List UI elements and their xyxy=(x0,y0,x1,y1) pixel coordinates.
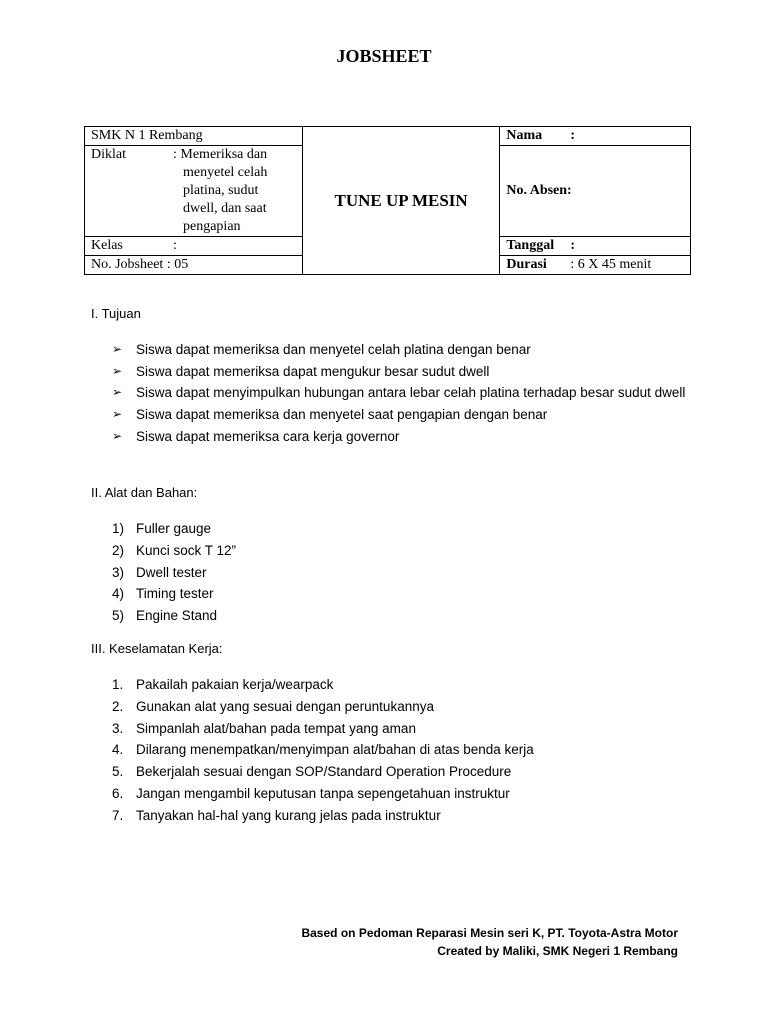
alat-list xyxy=(112,518,236,627)
kelas-label: Kelas xyxy=(91,238,123,253)
nama-value: : xyxy=(570,128,576,143)
durasi-value: : 6 X 45 menit xyxy=(570,257,652,272)
item-number: 2) xyxy=(112,542,125,558)
list-item: ➢ Siswa dapat memeriksa cara kerja governor xyxy=(112,426,696,448)
diklat-cell xyxy=(85,146,303,237)
item-number: 2. xyxy=(112,698,124,714)
list-item xyxy=(112,805,534,827)
list-item xyxy=(112,583,236,605)
item-text: Dilarang menempatkan/menyimpan alat/bahan di atas benda kerja xyxy=(136,742,534,758)
list-item xyxy=(112,605,236,627)
diklat-line: menyetel celah xyxy=(183,165,268,180)
item-text: Engine Stand xyxy=(136,608,218,624)
item-text: Kunci sock T 12” xyxy=(136,542,237,558)
list-item: ➢ Siswa dapat memeriksa dapat mengukur besar sudut dwell xyxy=(112,361,696,383)
list-item xyxy=(112,674,534,696)
item-text: Tanyakan hal-hal yang kurang jelas pada instruktur xyxy=(136,807,441,823)
item-text: Simpanlah alat/bahan pada tempat yang aman xyxy=(136,720,416,736)
list-item xyxy=(112,562,236,584)
durasi-label: Durasi xyxy=(506,257,547,272)
diklat-line: pengapian xyxy=(183,219,241,234)
item-text: Gunakan alat yang sesuai dengan peruntukannya xyxy=(136,698,434,714)
item-number: 4. xyxy=(112,742,124,758)
header-table xyxy=(84,126,691,275)
item-number: 7. xyxy=(112,807,124,823)
absen-label: No. Absen: xyxy=(506,183,572,198)
item-text: Timing tester xyxy=(136,586,214,602)
item-text: Bekerjalah sesuai dengan SOP/Standard Operation Procedure xyxy=(136,764,512,780)
list-item xyxy=(112,718,534,740)
tujuan-heading: I. Tujuan xyxy=(91,306,141,321)
list-item: ➢ Siswa dapat memeriksa dan menyetel celah platina dengan benar xyxy=(112,339,696,361)
diklat-line: dwell, dan saat xyxy=(183,201,267,216)
item-text: Pakailah pakaian kerja/wearpack xyxy=(136,677,334,692)
document-title: JOBSHEET xyxy=(336,46,432,66)
tanggal-label: Tanggal xyxy=(506,238,555,253)
item-number: 1. xyxy=(112,677,124,692)
item-number: 5) xyxy=(112,608,125,624)
nama-label: Nama xyxy=(506,128,543,143)
item-number: 1) xyxy=(112,521,125,536)
keselamatan-list xyxy=(112,674,534,827)
diklat-value-first: : Memeriksa dan xyxy=(173,147,268,162)
item-number: 3) xyxy=(112,564,125,580)
durasi-cell xyxy=(500,256,691,275)
school-cell xyxy=(85,127,303,146)
alat-heading: II. Alat dan Bahan: xyxy=(91,485,198,500)
item-number: 6. xyxy=(112,785,124,801)
list-item xyxy=(112,761,534,783)
center-title-cell xyxy=(302,127,500,275)
item-text: Jangan mengambil keputusan tanpa sepengetahuan instruktur xyxy=(136,785,510,801)
tujuan-list xyxy=(112,339,696,448)
list-item xyxy=(112,739,534,761)
kelas-cell xyxy=(85,237,303,256)
school-name: SMK N 1 Rembang xyxy=(91,128,203,143)
center-title: TUNE UP MESIN xyxy=(334,190,468,210)
absen-cell xyxy=(500,146,691,237)
list-item: ➢ Siswa dapat menyimpulkan hubungan antara lebar celah platina terhadap besar sudut dwell xyxy=(112,382,696,404)
item-number: 5. xyxy=(112,764,124,780)
tanggal-cell xyxy=(500,237,691,256)
item-number: 4) xyxy=(112,586,125,602)
item-text: Fuller gauge xyxy=(136,521,212,536)
item-number: 3. xyxy=(112,720,124,736)
list-item xyxy=(112,696,534,718)
footer-author: Created by Maliki, SMK Negeri 1 Rembang xyxy=(437,944,678,958)
nama-cell xyxy=(500,127,691,146)
item-text: Dwell tester xyxy=(136,564,207,580)
diklat-line: platina, sudut xyxy=(183,183,259,198)
list-item: ➢ Siswa dapat memeriksa dan menyetel saat pengapian dengan benar xyxy=(112,404,696,426)
tanggal-value: : xyxy=(570,238,576,253)
list-item xyxy=(112,540,236,562)
footer-source: Based on Pedoman Reparasi Mesin seri K, PT. Toyota-Astra Motor xyxy=(301,926,678,940)
keselamatan-heading: III. Keselamatan Kerja: xyxy=(91,641,223,656)
list-item xyxy=(112,783,534,805)
footer xyxy=(301,924,678,960)
kelas-value: : xyxy=(173,238,177,253)
jobsheet-number: No. Jobsheet : 05 xyxy=(91,257,189,272)
diklat-label: Diklat xyxy=(91,147,126,162)
jobsheet-cell xyxy=(85,256,303,275)
list-item xyxy=(112,518,236,540)
